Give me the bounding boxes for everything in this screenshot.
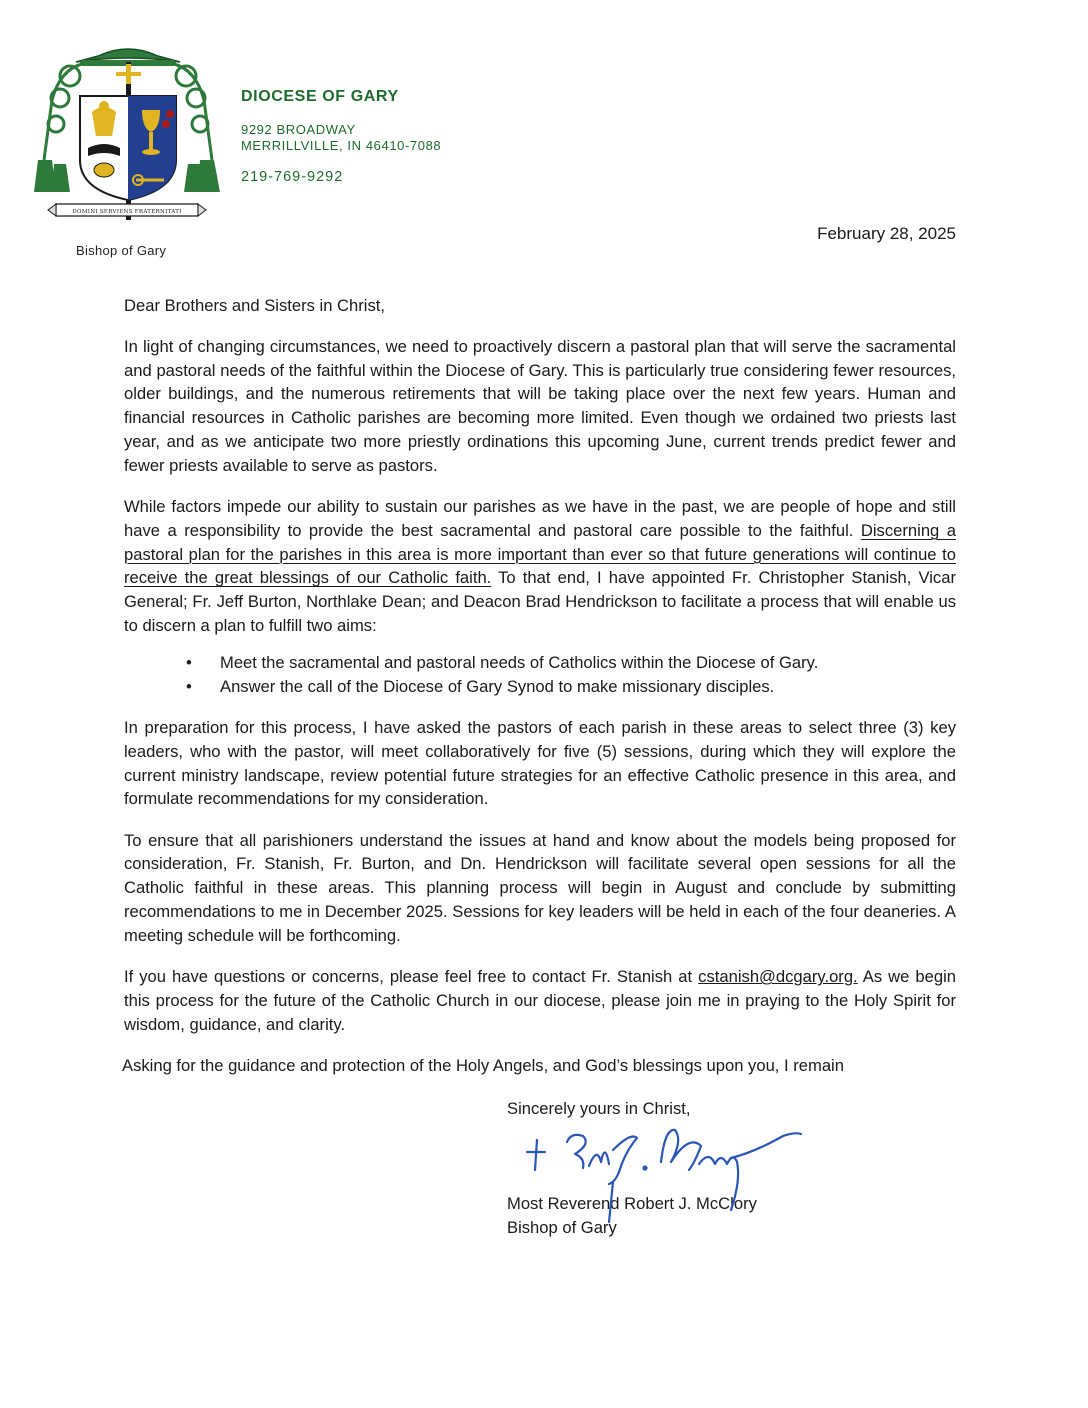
signer-name: Most Reverend Robert J. McClory [507,1194,757,1213]
paragraph-2-underlined: Discerning a pastoral plan for the parishes in this area is more important than ever so that future generations will continue to receive the great blessings of our Catholic faith. [124,520,957,588]
signer-title: Bishop of Gary [507,1218,617,1237]
salutation: Dear Brothers and Sisters in Christ, [124,296,385,315]
paragraph-5-end: As we begin this process for the future of the Catholic Church in our diocese, please join me in praying to the Holy Spirit for wisdom, guidance, and clarity. [124,967,957,1034]
aim-text: Meet the sacramental and pastoral needs of Catholics within the Diocese of Gary. [220,653,819,673]
letter-date: February 28, 2025 [817,224,956,243]
diocese-address [241,122,441,154]
address-line-2: MERRILLVILLE, IN 46410-7088 [241,138,442,153]
aims-list [124,651,956,699]
letter-body [124,294,956,1095]
valediction: Sincerely yours in Christ, [507,1099,691,1118]
crest-motto: DOMINI SERVIENS FRATERNITATI [72,209,182,215]
paragraph-3: In preparation for this process, I have asked the pastors of each parish in these areas to select three (3) key leaders, who with the pastor, will meet collaboratively for five (5) sessions, during which they will explore the current ministry landscape, review potential future strategies for an effective Catholic presence in this area, and formulate recommendations for my consideration. [124,717,956,809]
paragraph-5-start: If you have questions or concerns, please feel free to contact Fr. Stanish at [124,967,699,987]
crest-caption: Bishop of Gary [76,243,167,258]
diocese-phone: 219-769-9292 [241,169,344,185]
diocese-coat-of-arms [30,40,226,222]
list-item [124,651,956,675]
paragraph-2-start: While factors impede our ability to sustain our parishes as we have in the past, we are people of hope and still have a responsibility to provide the best sacramental and pastoral care possible to the faithful. [124,497,956,540]
bullet-glyph: • [186,677,192,697]
paragraph-2-end: To that end, I have appointed Fr. Christopher Stanish, Vicar General; Fr. Jeff Burton, Northlake Dean; and Deacon Brad Hendrickson to facilitate a process that will enable us to discern a plan to fulfill two aims: [124,568,956,636]
paragraph-2 [124,495,956,638]
paragraph-1: In light of changing circumstances, we need to proactively discern a pastoral plan that will serve the sacramental and pastoral needs of the faithful within the Diocese of Gary. This is particularly true considering fewer resources, older buildings, and the numerous retirements that will be taking place over the next few years. Human and financial resources in Catholic parishes are becoming more limited. Even though we ordained two priests last year, and as we anticipate two more priestly ordinations this upcoming June, current trends predict fewer and fewer priests available to serve as pastors. [124,336,956,475]
address-line-1: 9292 BROADWAY [241,122,356,137]
contact-email-link[interactable]: cstanish@dcgary.org. [698,967,858,987]
handwritten-signature [505,1122,810,1232]
list-item [124,675,956,699]
diocese-name: DIOCESE OF GARY [241,88,399,105]
closing-line: Asking for the guidance and protection of the Holy Angels, and God’s blessings upon you, I remain [122,1056,844,1076]
aim-text: Answer the call of the Diocese of Gary Synod to make missionary disciples. [220,677,775,697]
paragraph-4: To ensure that all parishioners understand the issues at hand and know about the models being proposed for consideration, Fr. Stanish, Fr. Burton, and Dn. Hendrickson will facilitate several open sessions for all the Catholic faithful in these areas. This planning process will begin in August and conclude by submitting recommendations to me in December 2025. Sessions for key leaders will be held in each of the four deaneries. A meeting schedule will be forthcoming. [124,830,956,945]
paragraph-5 [124,965,956,1036]
bullet-glyph: • [186,653,192,673]
